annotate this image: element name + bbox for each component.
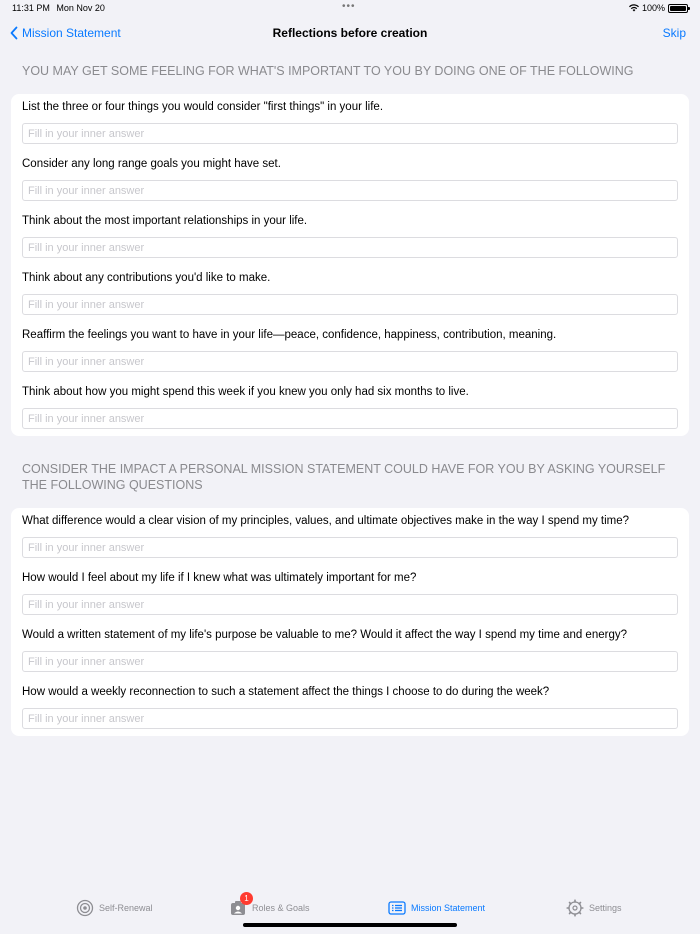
status-time [12, 3, 105, 13]
home-indicator[interactable] [243, 923, 457, 927]
back-button-label: Mission Statement [22, 26, 121, 40]
tab-label: Settings [589, 903, 622, 913]
question-item [11, 379, 689, 436]
question-label: Think about any contributions you'd like to make. [22, 272, 271, 284]
tab-label: Self-Renewal [99, 903, 153, 913]
question-label: What difference would a clear vision of my principles, values, and ultimate objectives make in the way I spend my time? [22, 515, 630, 527]
answer-input[interactable] [22, 708, 678, 729]
question-item [11, 679, 689, 736]
question-label: Think about the most important relationships in your life. [22, 215, 308, 227]
question-label: How would I feel about my life if I knew what was ultimately important for me? [22, 572, 417, 584]
question-label: Reaffirm the feelings you want to have in your life—peace, confidence, happiness, contribution, meaning. [22, 329, 557, 341]
section-header-important: YOU MAY GET SOME FEELING FOR WHAT'S IMPORTANT TO YOU BY DOING ONE OF THE FOLLOWING [22, 64, 634, 78]
question-item [11, 565, 689, 622]
battery-icon [668, 4, 688, 13]
questions-card-important [11, 94, 689, 436]
page-title: Reflections before creation [272, 26, 428, 40]
question-label: List the three or four things you would consider "first things" in your life. [22, 101, 384, 113]
tab-label: Mission Statement [411, 903, 486, 913]
answer-input[interactable] [22, 594, 678, 615]
skip-button[interactable]: Skip [662, 26, 686, 40]
status-time-text: 11:31 PM [12, 3, 50, 13]
notification-badge: 1 [240, 892, 253, 905]
question-label: How would a weekly reconnection to such a statement affect the things I choose to do during the week? [22, 686, 550, 698]
answer-input[interactable] [22, 651, 678, 672]
answer-input[interactable] [22, 537, 678, 558]
answer-input[interactable] [22, 294, 678, 315]
multitasking-dots-icon[interactable]: ••• [342, 1, 356, 12]
question-item [11, 94, 689, 151]
tab-settings[interactable] [566, 899, 622, 917]
status-right [629, 3, 688, 13]
question-item [11, 622, 689, 679]
question-label: Think about how you might spend this week if you knew you only had six months to live. [22, 386, 469, 398]
status-date-text: Mon Nov 20 [56, 3, 105, 13]
navigation-bar [0, 18, 700, 50]
tab-self-renewal[interactable] [76, 899, 153, 917]
tab-label: Roles & Goals [252, 903, 310, 913]
answer-input[interactable] [22, 408, 678, 429]
battery-percent: 100% [641, 3, 665, 13]
answer-input[interactable] [22, 180, 678, 201]
question-label: Consider any long range goals you might have set. [22, 158, 281, 170]
target-icon [76, 899, 94, 917]
tab-mission-statement[interactable] [388, 899, 485, 917]
answer-input[interactable] [22, 237, 678, 258]
question-item [11, 322, 689, 379]
questions-card-impact [11, 508, 689, 736]
section-header-impact: CONSIDER THE IMPACT A PERSONAL MISSION STATEMENT COULD HAVE FOR YOU BY ASKING YOURSELF THE FOLLOWING QUESTIONS [22, 462, 666, 492]
question-item [11, 151, 689, 208]
question-item [11, 508, 689, 565]
question-item [11, 208, 689, 265]
answer-input[interactable] [22, 123, 678, 144]
question-label: Would a written statement of my life's purpose be valuable to me? Would it affect the way I spend my time and energy? [22, 629, 627, 641]
gear-icon [566, 899, 584, 917]
question-item [11, 265, 689, 322]
list-card-icon [388, 899, 406, 917]
answer-input[interactable] [22, 351, 678, 372]
status-bar [0, 0, 700, 18]
wifi-icon [629, 4, 639, 12]
